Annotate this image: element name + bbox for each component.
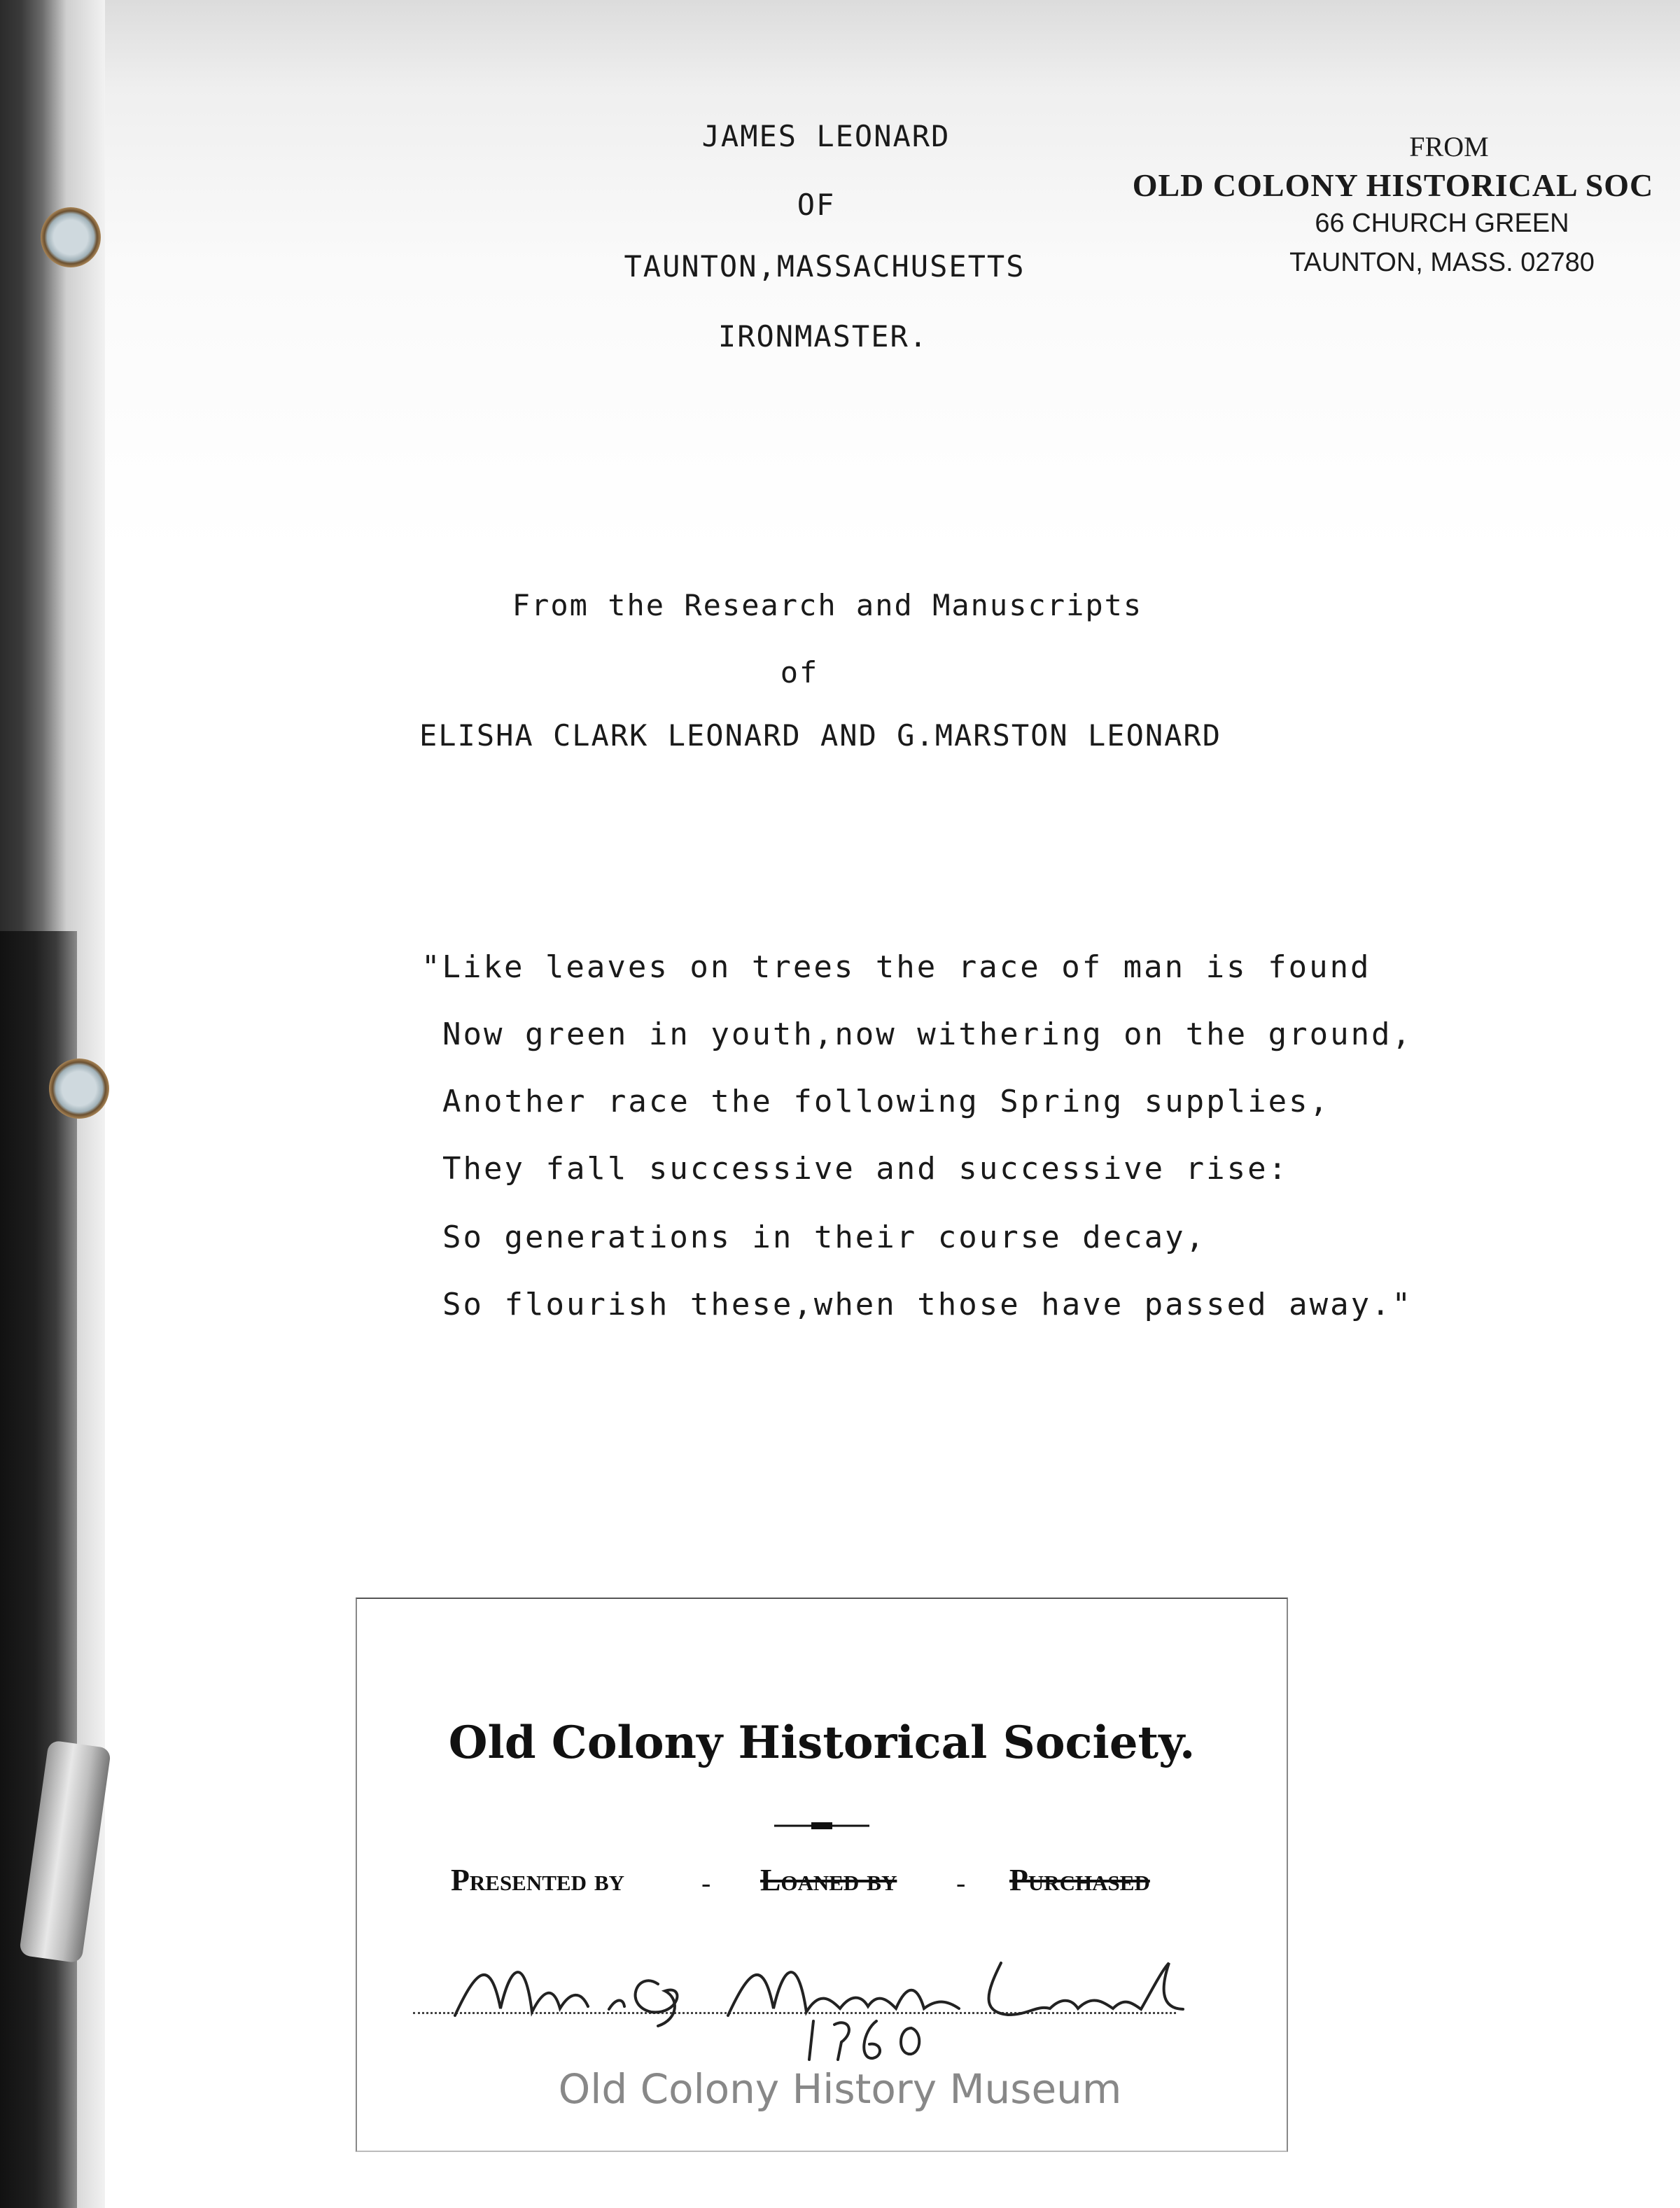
stamp-from: FROM	[1409, 131, 1489, 162]
ornament-divider	[773, 1820, 871, 1831]
stamp-organization: OLD COLONY HISTORICAL SOC	[1132, 167, 1654, 203]
poem-line: "Like leaves on trees the race of man is found	[421, 949, 1371, 985]
separator-dash: -	[701, 1867, 711, 1899]
poem-line: They fall successive and successive rise:	[442, 1151, 1289, 1187]
museum-watermark: Old Colony History Museum	[558, 2065, 1122, 2113]
source-line-3: ELISHA CLARK LEONARD AND G.MARSTON LEONARD	[419, 718, 1222, 753]
source-line-2: of	[780, 655, 819, 690]
binder-spine	[0, 931, 77, 2208]
purchased-label: Purchased	[1009, 1863, 1150, 1897]
loaned-by-label: Loaned by	[760, 1863, 897, 1897]
bookplate-title: Old Colony Historical Society.	[448, 1717, 1196, 1769]
title-line-of: OF	[797, 188, 836, 222]
poem-line: So flourish these,when those have passed away."	[442, 1287, 1413, 1322]
poem-line: Another race the following Spring supplies,	[442, 1084, 1331, 1119]
punch-hole-top	[41, 207, 101, 267]
stamp-city: TAUNTON, MASS. 02780	[1289, 248, 1595, 277]
punch-hole-middle	[49, 1058, 109, 1119]
title-line-name: JAMES LEONARD	[701, 119, 951, 153]
handwritten-year	[799, 2011, 939, 2067]
separator-dash: -	[956, 1867, 966, 1899]
presented-by-label: Presented by	[451, 1863, 625, 1897]
title-line-place: TAUNTON,MASSACHUSETTS	[624, 249, 1026, 284]
stamp-street: 66 CHURCH GREEN	[1315, 209, 1569, 238]
poem-line: So generations in their course decay,	[442, 1220, 1207, 1255]
title-line-occupation: IRONMASTER.	[718, 319, 929, 354]
poem-line: Now green in youth,now withering on the ground,	[442, 1016, 1413, 1052]
source-line-1: From the Research and Manuscripts	[512, 588, 1143, 622]
